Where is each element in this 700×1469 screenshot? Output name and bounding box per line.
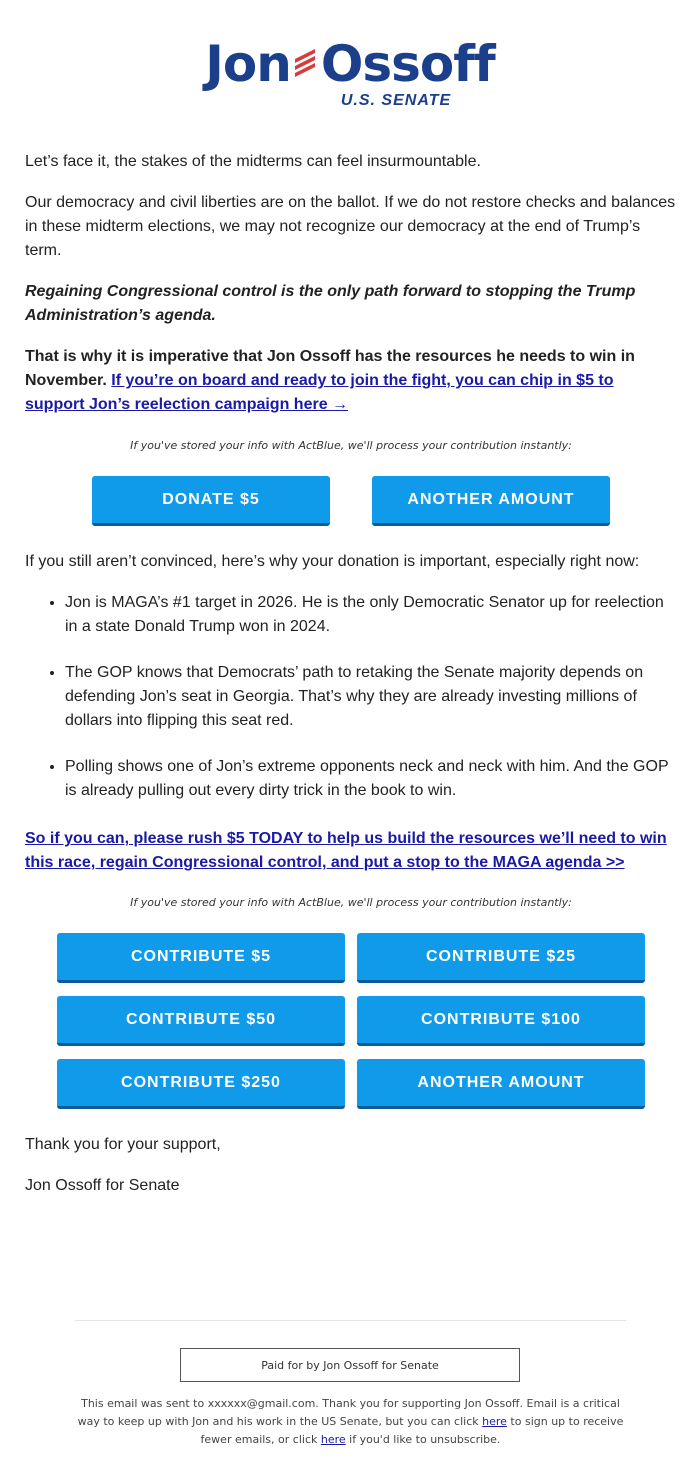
thanks-line: Thank you for your support, bbox=[25, 1136, 221, 1153]
list-item: • The GOP knows that Democrats’ path to retaking the Senate majority depends on defending Jon’s seat in Georgia. That’s why they are already investing millions of dollars into flipping this seat red. bbox=[65, 661, 677, 733]
footer-text bbox=[75, 1395, 626, 1449]
email-body bbox=[25, 150, 677, 1215]
contribute-50-button[interactable]: CONTRIBUTE $50 bbox=[57, 996, 345, 1046]
actblue-note: If you've stored your info with ActBlue, we'll process your contribution instantly: bbox=[130, 439, 572, 452]
imperative-lead: That is why it is imperative that Jon Ossoff has the resources he needs to win in November. bbox=[25, 348, 635, 389]
list-item: • Polling shows one of Jon’s extreme opponents neck and neck with him. And the GOP is already pulling out every dirty trick in the book to win. bbox=[65, 755, 677, 803]
footer-text-2: to sign up to receive fewer emails, or click bbox=[200, 1415, 624, 1446]
flag-stripes-icon bbox=[293, 45, 319, 84]
paragraph-democracy: Our democracy and civil liberties are on the ballot. If we do not restore checks and balances in these midterm elections, we may not recognize our democracy at the end of Trump’s term. bbox=[25, 194, 676, 259]
paragraph-stakes: Let’s face it, the stakes of the midterms can feel insurmountable. bbox=[25, 153, 481, 170]
list-item: • Jon is MAGA’s #1 target in 2026. He is the only Democratic Senator up for reelection in a state Donald Trump won in 2024. bbox=[65, 591, 677, 639]
another-amount-button[interactable]: ANOTHER AMOUNT bbox=[372, 476, 610, 526]
footer-text-1: This email was sent to xxxxxx@gmail.com. Thank you for supporting Jon Ossoff. Email is a critical way to keep up with Jon and his work in the US Senate, but you can click bbox=[77, 1397, 620, 1428]
paragraph-rush bbox=[25, 827, 677, 875]
unsubscribe-link[interactable]: here bbox=[320, 1433, 346, 1446]
chip-in-link[interactable]: If you’re on board and ready to join the fight, you can chip in $5 to support Jon’s reelection campaign here → bbox=[25, 372, 614, 413]
rush-5-link[interactable]: So if you can, please rush $5 TODAY to help us build the resources we’ll need to win this race, regain Congressional control, and put a stop to the MAGA agenda >> bbox=[25, 830, 667, 871]
paragraph-convinced: If you still aren’t convinced, here’s why your donation is important, especially right now: bbox=[25, 553, 640, 570]
contribute-25-button[interactable]: CONTRIBUTE $25 bbox=[357, 933, 645, 983]
logo-word-jon: Jon bbox=[205, 35, 291, 93]
contribute-250-button[interactable]: CONTRIBUTE $250 bbox=[57, 1059, 345, 1109]
primary-donate-row bbox=[25, 476, 677, 526]
logo-subtitle: U.S. SENATE bbox=[340, 92, 452, 109]
reasons-list bbox=[25, 591, 677, 803]
footer-text-3: if you'd like to unsubscribe. bbox=[349, 1433, 501, 1446]
another-amount-button-2[interactable]: ANOTHER AMOUNT bbox=[357, 1059, 645, 1109]
contribute-grid bbox=[25, 933, 677, 1109]
contribute-100-button[interactable]: CONTRIBUTE $100 bbox=[357, 996, 645, 1046]
footer-divider bbox=[75, 1320, 626, 1321]
campaign-logo bbox=[0, 36, 700, 110]
signature: Jon Ossoff for Senate bbox=[25, 1177, 180, 1194]
contribute-5-button[interactable]: CONTRIBUTE $5 bbox=[57, 933, 345, 983]
paid-for-box: Paid for by Jon Ossoff for Senate bbox=[180, 1348, 520, 1382]
fewer-emails-link[interactable]: here bbox=[482, 1415, 507, 1428]
donate-5-button[interactable]: DONATE $5 bbox=[92, 476, 330, 526]
paragraph-congress: Regaining Congressional control is the only path forward to stopping the Trump Administration’s agenda. bbox=[25, 283, 636, 324]
logo-word-ossoff: Ossoff bbox=[320, 35, 495, 93]
paragraph-imperative bbox=[25, 345, 677, 417]
actblue-note-2: If you've stored your info with ActBlue, we'll process your contribution instantly: bbox=[130, 896, 572, 909]
